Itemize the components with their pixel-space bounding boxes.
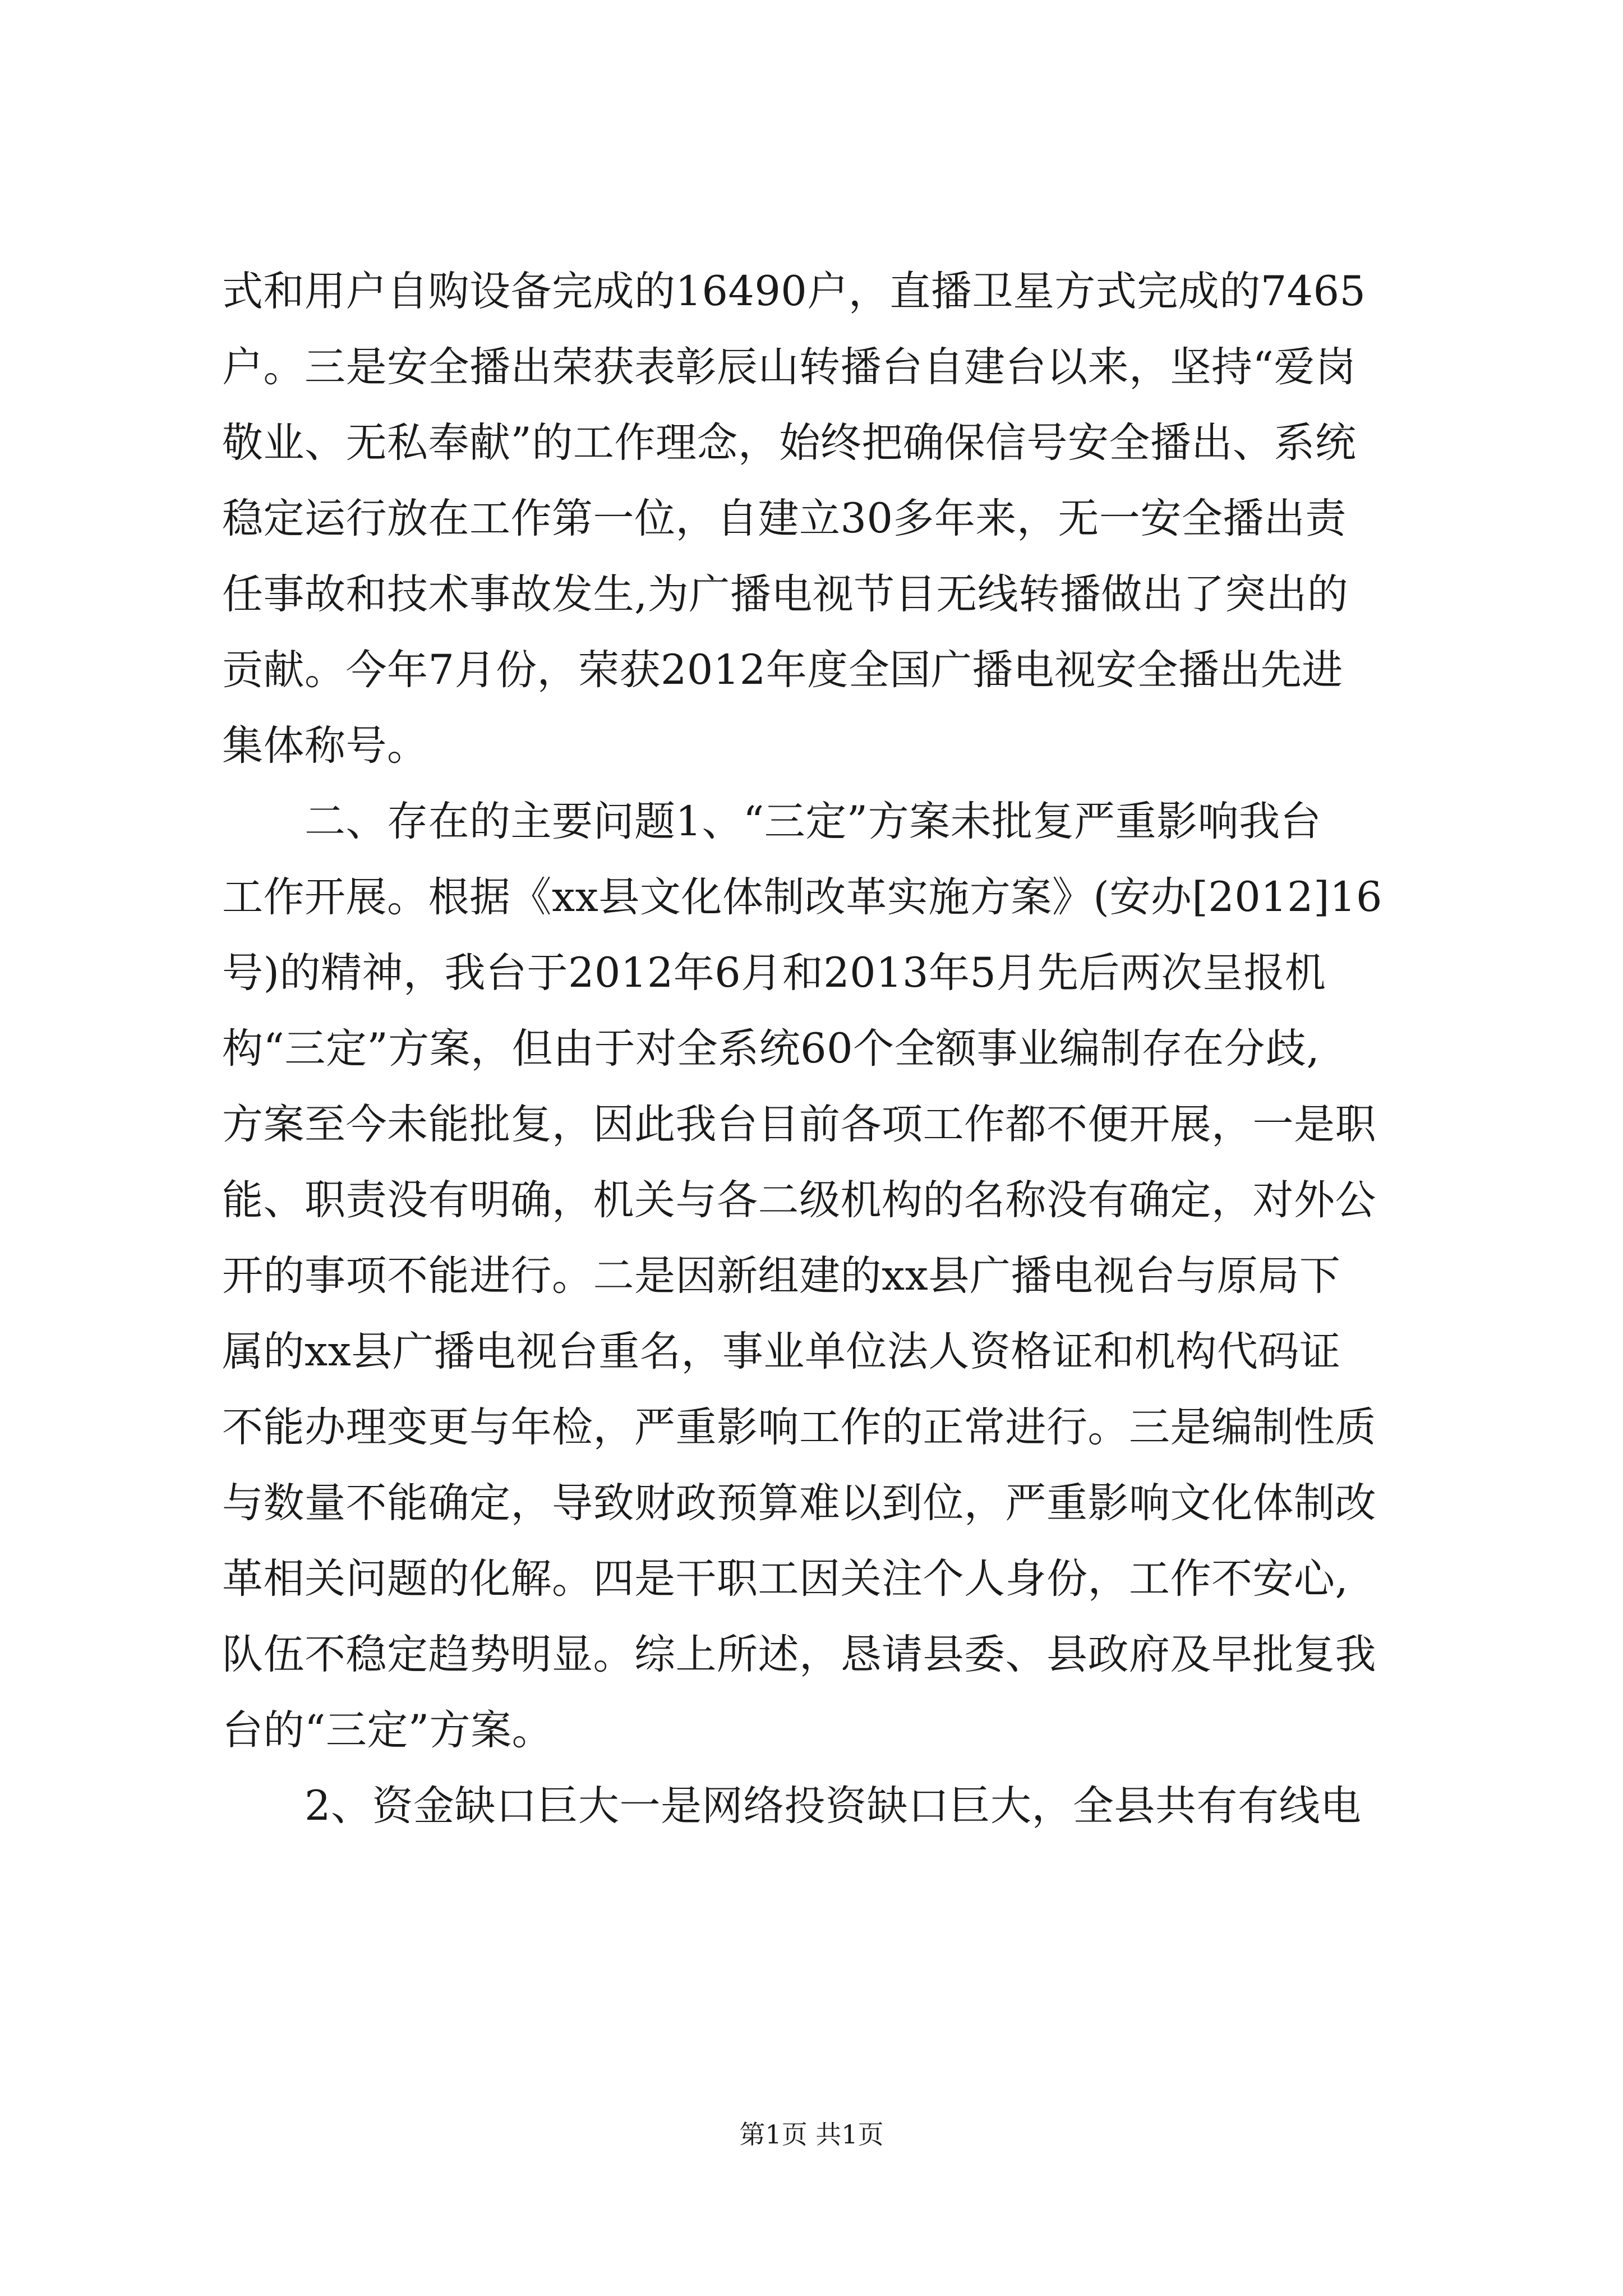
text-line: 号)的精神，我台于2012年6月和2013年5月先后两次呈报机 [222,949,1326,997]
text-line: 任事故和技术事故发生,为广播电视节目无线转播做出了突出的 [222,570,1349,618]
text-line: 工作开展。根据《xx县文化体制改革实施方案》(安办[2012]16 [222,873,1382,921]
text-line: 与数量不能确定，导致财政预算难以到位，严重影响文化体制改 [222,1479,1376,1527]
text-line: 稳定运行放在工作第一位，自建立30多年来，无一安全播出责 [222,495,1347,542]
text-line: 不能办理变更与年检，严重影响工作的正常进行。三是编制性质 [222,1404,1376,1451]
text-line: 属的xx县广播电视台重名，事业单位法人资格证和机构代码证 [222,1328,1341,1375]
text-line: 构“三定”方案，但由于对全系统60个全额事业编制存在分歧, [222,1025,1320,1073]
document-body [222,254,1422,1844]
text-line: 台的“三定”方案。 [222,1706,554,1754]
text-line: 户。三是安全播出荣获表彰辰山转播台自建台以来，坚持“爱岗 [222,343,1357,391]
text-line: 贡献。今年7月份，荣获2012年度全国广播电视安全播出先进 [222,646,1343,694]
text-line: 革相关问题的化解。四是干职工因关注个人身份，工作不安心, [222,1555,1349,1603]
text-line: 二、存在的主要问题1、“三定”方案未批复严重影响我台 [305,798,1322,845]
page-footer: 第1页 共1页 [739,2119,884,2150]
text-line: 队伍不稳定趋势明显。综上所述，恳请县委、县政府及早批复我 [222,1631,1376,1678]
text-line: 式和用户自购设备完成的16490户，直播卫星方式完成的7465 [222,268,1366,315]
text-line: 能、职责没有明确，机关与各二级机构的名称没有确定，对外公 [222,1176,1376,1224]
text-line: 方案至今未能批复，因此我台目前各项工作都不便开展，一是职 [222,1101,1376,1148]
text-line: 集体称号。 [222,722,428,770]
text-line: 敬业、无私奉献”的工作理念，始终把确保信号安全播出、系统 [222,419,1357,467]
text-line: 2、资金缺口巨大一是网络投资缺口巨大，全县共有有线电 [305,1782,1362,1830]
text-line: 开的事项不能进行。二是因新组建的xx县广播电视台与原局下 [222,1252,1341,1300]
